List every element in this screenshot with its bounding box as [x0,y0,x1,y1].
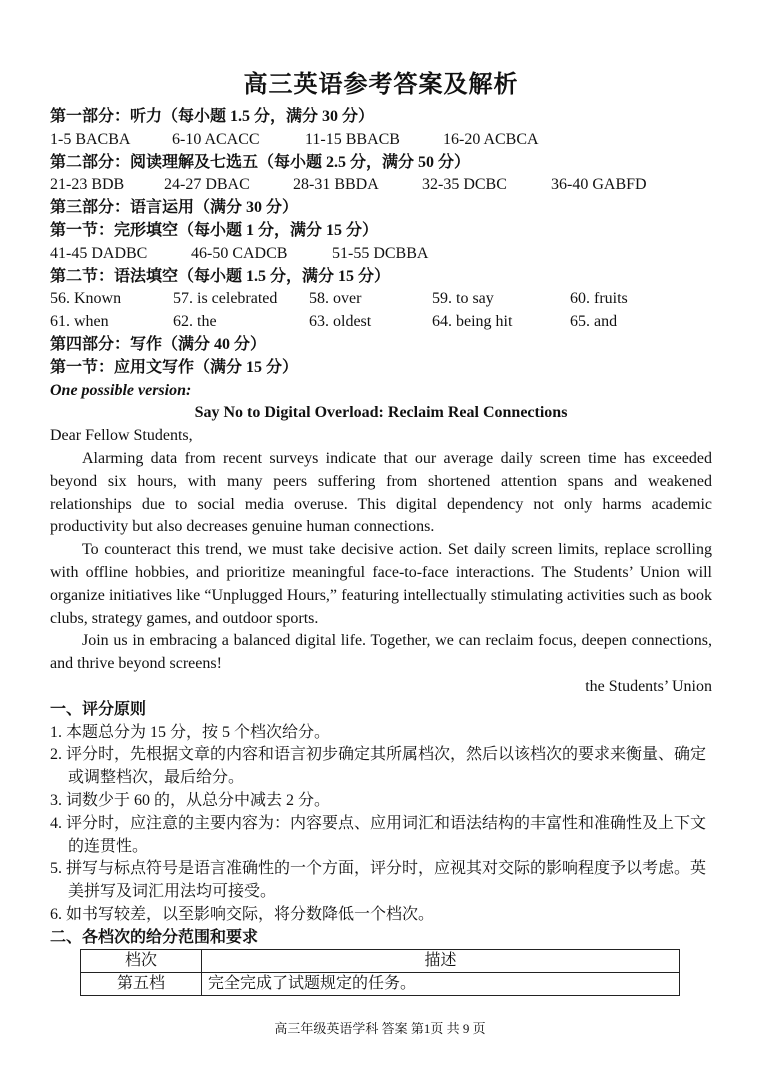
scoring-rule: 5. 拼写与标点符号是语言准确性的一个方面，评分时，应视其对交际的影响程度予以考虑。英美拼写及词汇用法均可接受。 [50,860,707,901]
grammar-answer: 65. and [570,313,618,331]
scoring-heading: 一、评分原则 [50,700,147,718]
scoring-rule: 6. 如书写较差，以至影响交际，将分数降低一个档次。 [50,905,435,923]
answer-group: 11-15 BBACB [305,130,400,148]
scoring-rule: 2. 评分时，先根据文章的内容和语言初步确定其所属档次，然后以该档次的要求来衡量、确定或调整档次，最后给分。 [50,746,707,787]
scoring-rule: 3. 词数少于 60 的，从总分中减去 2 分。 [50,791,331,809]
grade-description-cell: 完全完成了试题规定的任务。 [202,973,680,996]
essay-signature: the Students’ Union [585,677,712,695]
answer-group: 1-5 BACBA [50,130,131,148]
answer-group: 28-31 BBDA [293,176,379,194]
grammar-answers-row [50,288,712,311]
essay-paragraph: Join us in embracing a balanced digital life. Together, we can reclaim focus, deepen connections, and thrive beyond screens! [50,632,712,673]
table-row [81,973,680,996]
part1-heading: 第一部分：听力（每小题 1.5 分，满分 30 分） [50,108,375,125]
grammar-answers-row [50,311,712,334]
answer-group: 6-10 ACACC [172,130,260,148]
grade-table [80,949,680,996]
answer-group: 46-50 CADCB [191,244,288,262]
answer-group: 41-45 DADBC [50,244,148,262]
answer-group: 32-35 DCBC [422,176,507,194]
grade-level-cell: 第五档 [81,973,202,996]
grammar-answer: 63. oldest [309,313,372,331]
grammar-answer: 58. over [309,290,362,308]
scoring-rule: 1. 本题总分为 15 分，按 5 个档次给分。 [50,723,331,741]
answer-group: 36-40 GABFD [551,176,647,194]
grammar-answer: 57. is celebrated [173,290,278,308]
part3-section1-answers [50,243,712,266]
grammar-answer: 62. the [173,313,217,331]
answer-group: 51-55 DCBBA [332,244,429,262]
grammar-answer: 56. Known [50,290,122,308]
part2-answers [50,174,712,197]
column-header-level: 档次 [81,950,202,973]
grades-heading: 二、各档次的给分范围和要求 [50,928,259,946]
page-title: 高三英语参考答案及解析 [243,72,519,98]
grammar-answer: 64. being hit [432,313,513,331]
part4-section1-heading: 第一节：应用文写作（满分 15 分） [50,358,299,376]
part2-heading: 第二部分：阅读理解及七选五（每小题 2.5 分，满分 50 分） [50,153,471,171]
column-header-description: 描述 [202,950,680,973]
essay-greeting: Dear Fellow Students, [50,427,193,445]
part4-heading: 第四部分：写作（满分 40 分） [50,335,267,353]
part1-answers [50,129,712,152]
part3-heading: 第三部分：语言运用（满分 30 分） [50,199,299,217]
part3-section2-heading: 第二节：语法填空（每小题 1.5 分，满分 15 分） [50,267,391,285]
essay-paragraph: Alarming data from recent surveys indicate that our average daily screen time has exceeded beyond six hours, with many peers suffering from shortened attention spans and weakened relationships due to social media overuse. This digital dependency not only harms academic productivity but also decreases genuine human connections. [50,449,712,536]
page-footer: 高三年级英语学科 答案 第1页 共 9 页 [274,1021,486,1036]
grammar-answer: 59. to say [432,290,494,308]
answer-group: 21-23 BDB [50,176,125,194]
answer-group: 24-27 DBAC [164,176,250,194]
grammar-answer: 60. fruits [570,290,628,308]
essay-label: One possible version: [50,381,192,399]
part3-section1-heading: 第一节：完形填空（每小题 1 分，满分 15 分） [50,221,379,239]
answer-group: 16-20 ACBCA [443,130,539,148]
essay-title: Say No to Digital Overload: Reclaim Real Connections [194,404,568,422]
table-header-row [81,950,680,973]
scoring-rule: 4. 评分时，应注意的主要内容为：内容要点、应用词汇和语法结构的丰富性和准确性及上下文的连贯性。 [50,814,707,855]
grammar-answer: 61. when [50,313,109,331]
essay-paragraph: To counteract this trend, we must take decisive action. Set daily screen limits, replace scrolling with offline hobbies, and prioritize meaningful face-to-face interactions. The Students’ Union will organize initiatives like “Unplugged Hours,” featuring intellectually stimulating activities such as book clubs, strategy games, and outdoor sports. [50,541,712,627]
